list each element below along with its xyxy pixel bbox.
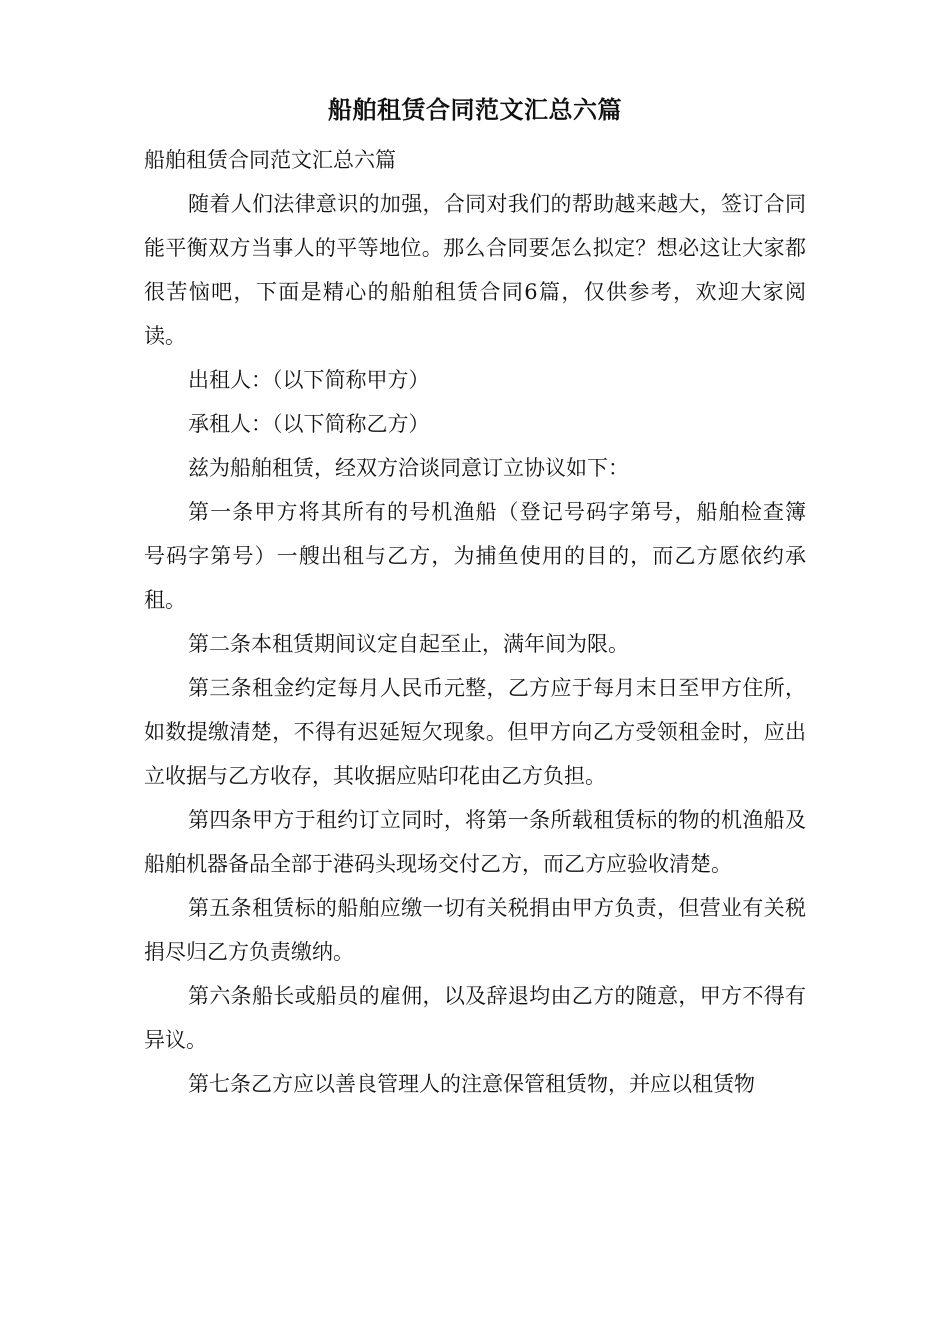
paragraph-agreement: 兹为船舶租赁，经双方洽谈同意订立协议如下：: [188, 456, 629, 480]
document-subtitle: 船舶租赁合同范文汇总六篇: [144, 148, 396, 172]
document-title: 船舶租赁合同范文汇总六篇: [328, 95, 622, 124]
paragraph-lessee: 承租人：（以下简称乙方）: [188, 412, 430, 436]
paragraph-article-7: 第七条乙方应以善良管理人的注意保管租赁物，并应以租赁物: [188, 1072, 755, 1096]
paragraph-intro: 随着人们法律意识的加强，合同对我们的帮助越来越大，签订合同能平衡双方当事人的平等地位。那么合同要怎么拟定？想必这让大家都很苦恼吧，下面是精心的船舶租赁合同6篇，仅供参考，欢迎大家阅读。: [144, 192, 806, 348]
document-body: [144, 138, 827, 1106]
paragraph-article-4: 第四条甲方于租约订立同时，将第一条所载租赁标的物的机渔船及船舶机器备品全部于港码头现场交付乙方，而乙方应验收清楚。: [144, 808, 806, 876]
paragraph-article-2: 第二条本租赁期间议定自起至止，满年间为限。: [188, 632, 629, 656]
paragraph-article-6: 第六条船长或船员的雇佣，以及辞退均由乙方的随意，甲方不得有异议。: [144, 984, 806, 1052]
paragraph-article-1: 第一条甲方将其所有的号机渔船（登记号码字第号，船舶检查簿 号码字第号）一艘出租与乙方，为捕鱼使用的目的，而乙方愿依约承 租。: [144, 500, 827, 612]
paragraph-article-5: 第五条租赁标的船舶应缴一切有关税捐由甲方负责，但营业有关税捐尽归乙方负责缴纳。: [144, 896, 806, 964]
paragraph-lessor: 出租人：（以下简称甲方）: [188, 368, 430, 392]
paragraph-article-3: 第三条租金约定每月人民币元整，乙方应于每月末日至甲方住所，如数提缴清楚，不得有迟延短欠现象。但甲方向乙方受领租金时，应出立收据与乙方收存，其收据应贴印花由乙方负担。: [144, 676, 806, 788]
